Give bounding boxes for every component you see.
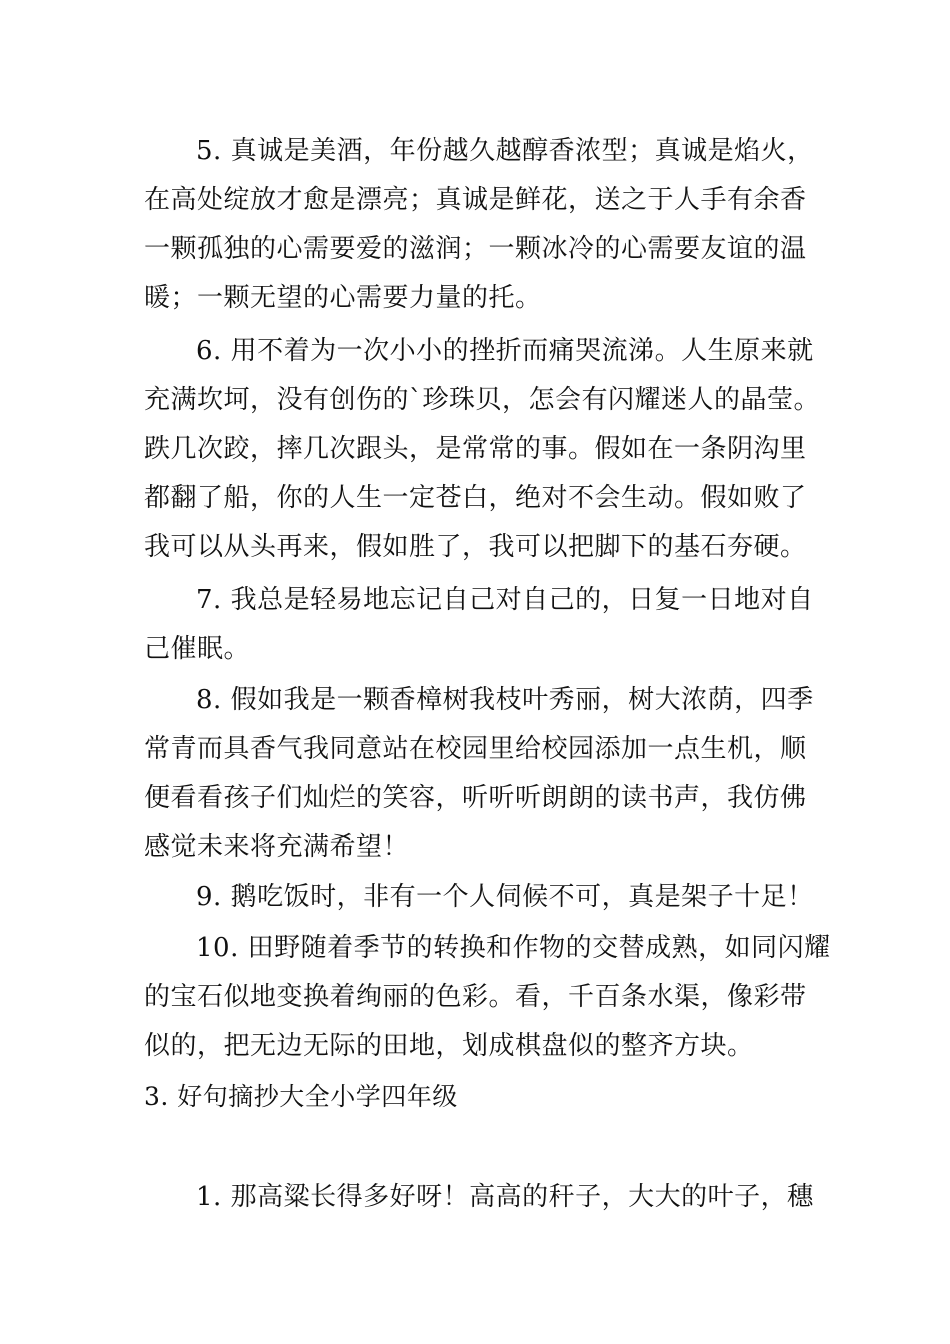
paragraph-5-line-4: 暖；一颗无望的心需要力量的托。 — [144, 283, 542, 313]
paragraph-9-line-1: 9. 鹅吃饭时，非有一个人伺候不可，真是架子十足！ — [196, 882, 814, 912]
paragraph-6-line-4: 都翻了船，你的人生一定苍白，绝对不会生动。假如败了 — [144, 483, 807, 513]
paragraph-6-line-5: 我可以从头再来，假如胜了，我可以把脚下的基石夯硬。 — [144, 532, 807, 562]
paragraph-6-line-2: 充满坎坷，没有创伤的`珍珠贝，怎会有闪耀迷人的晶莹。 — [144, 385, 821, 415]
next-paragraph-line-1: 1. 那高粱长得多好呀！高高的秆子，大大的叶子，穗 — [196, 1182, 814, 1212]
paragraph-10-line-3: 似的，把无边无际的田地，划成棋盘似的整齐方块。 — [144, 1031, 754, 1061]
paragraph-6-line-1: 6. 用不着为一次小小的挫折而痛哭流涕。人生原来就 — [196, 336, 814, 366]
paragraph-10-line-1: 10. 田野随着季节的转换和作物的交替成熟，如同闪耀 — [196, 933, 831, 963]
paragraph-8-line-3: 便看看孩子们灿烂的笑容，听听听朗朗的读书声，我仿佛 — [144, 783, 807, 813]
paragraph-8-line-2: 常青而具香气我同意站在校园里给校园添加一点生机，顺 — [144, 734, 807, 764]
paragraph-10-line-2: 的宝石似地变换着绚丽的色彩。看，千百条水渠，像彩带 — [144, 982, 807, 1012]
paragraph-8-line-4: 感觉未来将充满希望！ — [144, 832, 410, 862]
paragraph-7-line-1: 7. 我总是轻易地忘记自己对自己的，日复一日地对自 — [196, 585, 814, 615]
paragraph-8-line-1: 8. 假如我是一颗香樟树我枝叶秀丽，树大浓荫，四季 — [196, 685, 814, 715]
paragraph-6-line-3: 跌几次跤，摔几次跟头，是常常的事。假如在一条阴沟里 — [144, 434, 807, 464]
paragraph-5-line-2: 在高处绽放才愈是漂亮；真诚是鲜花，送之于人手有余香 — [144, 185, 807, 215]
paragraph-5-line-3: 一颗孤独的心需要爱的滋润；一颗冰冷的心需要友谊的温 — [144, 234, 807, 264]
section-heading: 3. 好句摘抄大全小学四年级 — [144, 1082, 458, 1111]
paragraph-5-line-1: 5. 真诚是美酒，年份越久越醇香浓型；真诚是焰火， — [196, 136, 814, 166]
paragraph-7-line-2: 己催眠。 — [144, 634, 251, 664]
